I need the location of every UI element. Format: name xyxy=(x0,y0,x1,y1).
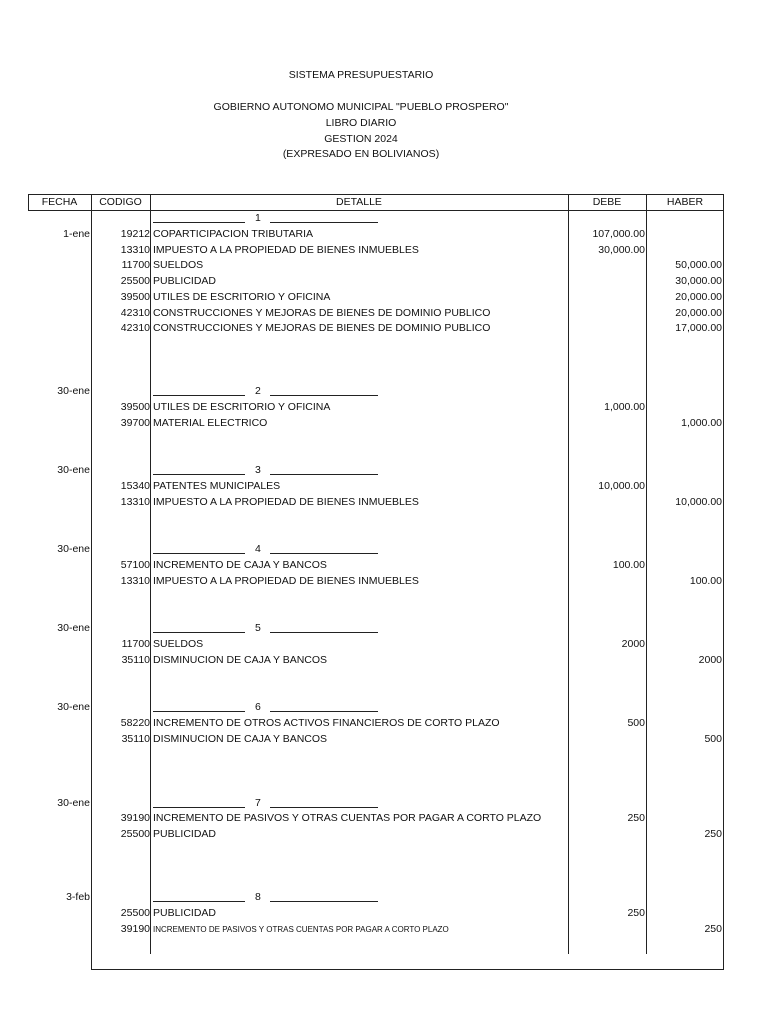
credit-amount: 100.00 xyxy=(689,574,722,587)
separator-line-left xyxy=(153,222,245,223)
debit-amount: 500 xyxy=(627,717,645,729)
col-divider-codigo xyxy=(150,194,151,954)
debit-amount xyxy=(570,653,645,668)
separator-line-left xyxy=(153,807,245,808)
separator-line-right xyxy=(270,553,378,554)
account-code: 57100 xyxy=(120,559,150,571)
credit-amount: 50,000.00 xyxy=(675,259,722,272)
account-detail: UTILES DE ESCRITORIO Y OFICINA xyxy=(153,401,331,413)
credit-amount: 1,000.00 xyxy=(681,416,722,429)
credit-amount xyxy=(648,400,722,415)
entry-number: 6 xyxy=(255,701,261,713)
debit-amount: 107,000.00 xyxy=(592,228,645,240)
entry-date: 30-ene xyxy=(57,701,90,713)
account-detail: UTILES DE ESCRITORIO Y OFICINA xyxy=(153,290,331,303)
account-detail: CONSTRUCCIONES Y MEJORAS DE BIENES DE DOMINIO PUBLICO xyxy=(153,306,491,319)
system-title: SISTEMA PRESUPUESTARIO xyxy=(288,69,434,81)
separator-line-left xyxy=(153,474,245,475)
credit-amount: 10,000.00 xyxy=(675,495,722,508)
account-detail: IMPUESTO A LA PROPIEDAD DE BIENES INMUEBLES xyxy=(153,574,419,587)
account-detail: SUELDOS xyxy=(153,638,204,650)
account-code: 13310 xyxy=(120,495,150,508)
credit-amount xyxy=(648,227,722,242)
account-detail: CONSTRUCCIONES Y MEJORAS DE BIENES DE DOMINIO PUBLICO xyxy=(153,322,491,335)
account-detail: PUBLICIDAD xyxy=(153,275,217,288)
account-code: 13310 xyxy=(120,243,150,256)
credit-amount: 2000 xyxy=(698,653,722,666)
account-code: 58220 xyxy=(120,717,150,729)
debit-amount xyxy=(570,321,645,336)
col-divider-detalle xyxy=(568,194,569,954)
debit-amount xyxy=(570,306,645,321)
credit-amount: 30,000.00 xyxy=(675,275,722,288)
credit-amount: 17,000.00 xyxy=(675,322,722,335)
entry-date: 30-ene xyxy=(57,797,90,809)
entry-number: 7 xyxy=(255,797,261,809)
col-header-codigo: CODIGO xyxy=(99,196,142,208)
debit-amount xyxy=(570,922,645,937)
account-code: 35110 xyxy=(121,732,150,745)
credit-amount xyxy=(648,716,722,731)
entry-date: 30-ene xyxy=(57,543,90,555)
account-code: 25500 xyxy=(120,907,150,919)
account-code: 19212 xyxy=(120,228,150,240)
debit-amount xyxy=(570,274,645,289)
col-header-haber: HABER xyxy=(666,196,704,208)
account-code: 13310 xyxy=(120,574,150,587)
account-detail: SUELDOS xyxy=(153,259,204,272)
entry-number: 2 xyxy=(255,385,261,397)
debit-amount xyxy=(570,732,645,747)
entry-date: 30-ene xyxy=(57,622,90,634)
account-code: 39700 xyxy=(120,416,150,429)
separator-line-right xyxy=(270,222,378,223)
entry-separator xyxy=(153,463,379,478)
entry-number: 3 xyxy=(255,464,261,476)
separator-line-right xyxy=(270,474,378,475)
account-code: 39500 xyxy=(120,290,150,303)
entry-number: 4 xyxy=(255,543,261,555)
separator-line-left xyxy=(153,395,245,396)
col-header-detalle: DETALLE xyxy=(336,196,382,208)
col-header-fecha: FECHA xyxy=(41,196,78,208)
entry-separator xyxy=(153,384,379,399)
credit-amount xyxy=(648,906,722,921)
debit-amount xyxy=(570,827,645,842)
separator-line-left xyxy=(153,632,245,633)
account-detail: PUBLICIDAD xyxy=(153,907,217,919)
debit-amount xyxy=(570,495,645,510)
entry-number: 1 xyxy=(255,212,261,224)
separator-line-right xyxy=(270,807,378,808)
credit-amount xyxy=(648,637,722,652)
debit-amount xyxy=(570,416,645,431)
entry-number: 5 xyxy=(255,622,261,634)
entry-separator xyxy=(153,542,379,557)
account-code: 35110 xyxy=(121,653,150,666)
account-code: 25500 xyxy=(120,827,150,840)
account-detail: INCREMENTO DE PASIVOS Y OTRAS CUENTAS POR PAGAR A CORTO PLAZO xyxy=(153,812,542,824)
separator-line-right xyxy=(270,901,378,902)
credit-amount: 20,000.00 xyxy=(675,290,722,303)
account-detail: MATERIAL ELECTRICO xyxy=(153,416,268,429)
entry-separator xyxy=(153,621,379,636)
account-code: 15340 xyxy=(120,480,150,492)
credit-amount xyxy=(648,558,722,573)
account-code: 39500 xyxy=(120,401,150,413)
account-detail: INCREMENTO DE PASIVOS Y OTRAS CUENTAS POR PAGAR A CORTO PLAZO xyxy=(153,924,449,934)
account-code: 42310 xyxy=(120,322,150,335)
account-code: 25500 xyxy=(120,275,150,288)
separator-line-right xyxy=(270,711,378,712)
debit-amount: 30,000.00 xyxy=(598,243,645,256)
entry-date: 30-ene xyxy=(57,464,90,476)
entry-date: 1-ene xyxy=(63,228,90,240)
credit-amount: 500 xyxy=(704,732,722,745)
debit-amount xyxy=(570,290,645,305)
debit-amount: 250 xyxy=(627,812,645,824)
separator-line-right xyxy=(270,632,378,633)
fiscal-period: GESTION 2024 xyxy=(324,133,398,145)
debit-amount xyxy=(570,574,645,589)
account-detail: PUBLICIDAD xyxy=(153,827,217,840)
account-code: 39190 xyxy=(120,812,150,824)
separator-line-left xyxy=(153,711,245,712)
entity-name: GOBIERNO AUTONOMO MUNICIPAL "PUEBLO PROSPERO" xyxy=(213,101,509,113)
debit-amount: 100.00 xyxy=(612,559,645,571)
account-code: 11700 xyxy=(121,638,150,650)
debit-amount: 2000 xyxy=(621,638,645,650)
account-detail: COPARTICIPACION TRIBUTARIA xyxy=(153,228,314,240)
currency-note: (EXPRESADO EN BOLIVIANOS) xyxy=(282,148,440,160)
credit-amount: 250 xyxy=(704,827,722,840)
credit-amount: 250 xyxy=(704,922,722,935)
entry-date: 3-feb xyxy=(66,891,90,903)
account-detail: INCREMENTO DE OTROS ACTIVOS FINANCIEROS DE CORTO PLAZO xyxy=(153,717,500,729)
account-detail: INCREMENTO DE CAJA Y BANCOS xyxy=(153,559,327,571)
debit-amount: 10,000.00 xyxy=(598,480,645,492)
account-code: 42310 xyxy=(120,306,150,319)
entry-separator xyxy=(153,796,379,811)
debit-amount xyxy=(570,258,645,273)
credit-amount xyxy=(648,479,722,494)
separator-line-right xyxy=(270,395,378,396)
account-detail: PATENTES MUNICIPALES xyxy=(153,480,281,492)
credit-amount xyxy=(648,811,722,826)
book-title: LIBRO DIARIO xyxy=(325,117,397,129)
entry-separator xyxy=(153,211,379,226)
account-code: 11700 xyxy=(121,259,150,272)
account-detail: DISMINUCION DE CAJA Y BANCOS xyxy=(153,653,328,666)
entry-date: 30-ene xyxy=(57,385,90,397)
journal-ledger xyxy=(28,194,724,970)
entry-separator xyxy=(153,890,379,905)
credit-amount: 20,000.00 xyxy=(675,306,722,319)
entry-separator xyxy=(153,700,379,715)
entry-number: 8 xyxy=(255,891,261,903)
account-detail: IMPUESTO A LA PROPIEDAD DE BIENES INMUEBLES xyxy=(153,495,419,508)
debit-amount: 1,000.00 xyxy=(604,401,645,413)
account-detail: IMPUESTO A LA PROPIEDAD DE BIENES INMUEBLES xyxy=(153,243,419,256)
col-header-debe: DEBE xyxy=(592,196,622,208)
account-detail: DISMINUCION DE CAJA Y BANCOS xyxy=(153,732,328,745)
separator-line-left xyxy=(153,901,245,902)
account-code: 39190 xyxy=(120,922,150,935)
debit-amount: 250 xyxy=(627,907,645,919)
credit-amount xyxy=(648,243,722,258)
col-divider-debe xyxy=(646,194,647,954)
separator-line-left xyxy=(153,553,245,554)
